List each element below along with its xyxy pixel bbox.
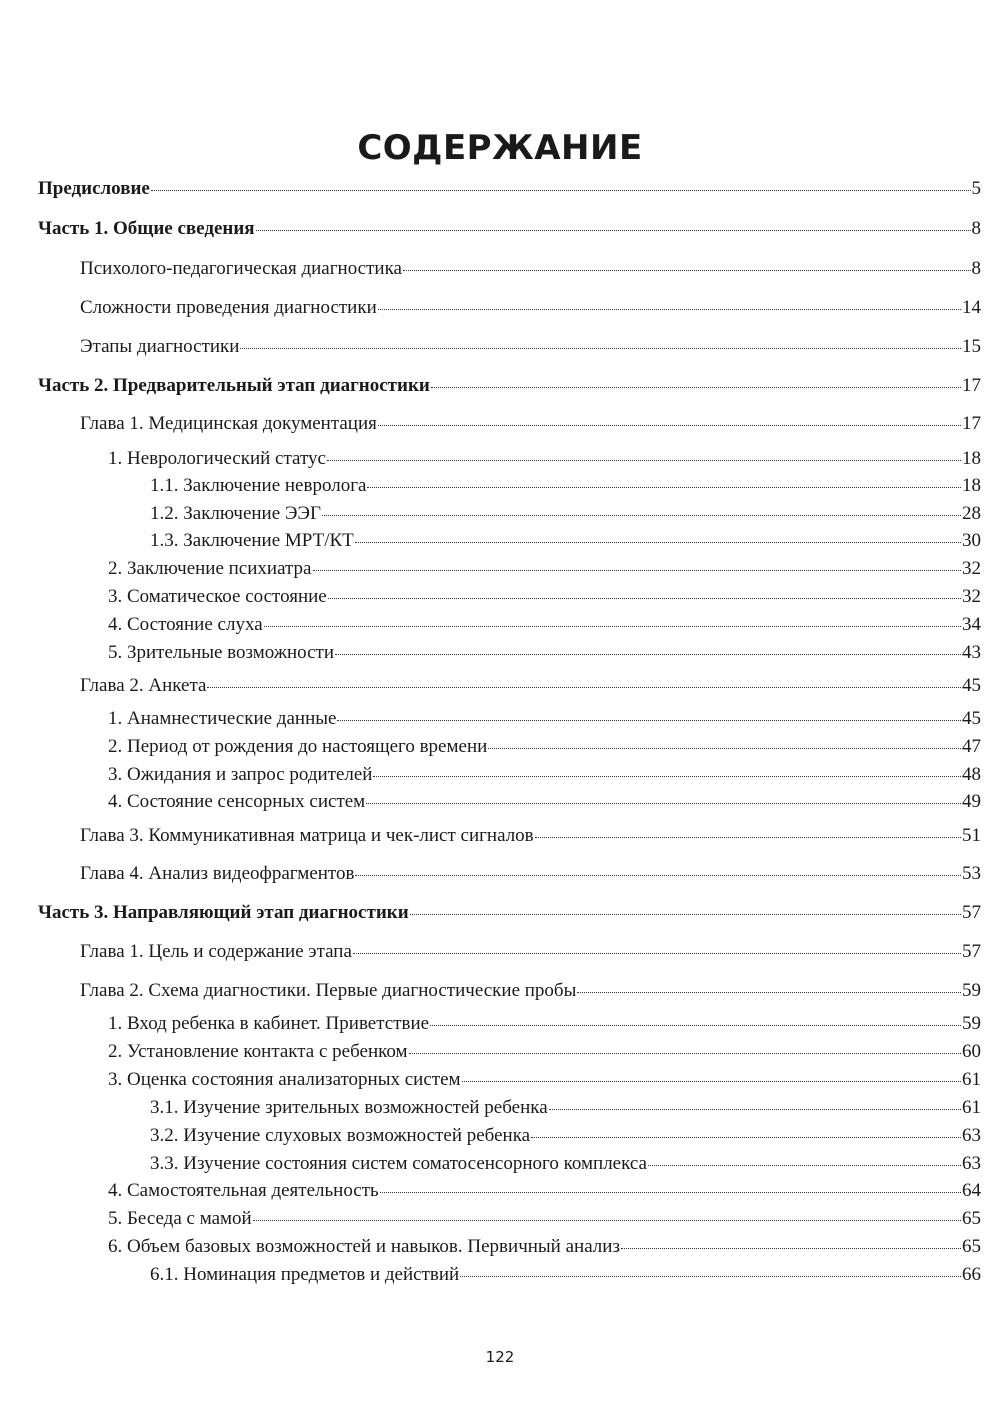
dot-leader: [355, 542, 961, 543]
toc-entry-page: 64: [962, 1180, 981, 1201]
dot-leader: [648, 1165, 961, 1166]
toc-entry-label: Сложности проведения диагностики: [80, 297, 377, 318]
dot-leader: [409, 1053, 961, 1054]
toc-entry-label: Глава 1. Медицинская документация: [80, 413, 377, 434]
toc-entry-preface: [38, 178, 981, 200]
toc-entry-page: 61: [962, 1069, 981, 1090]
toc-entry-page: 49: [962, 791, 981, 812]
dot-leader: [353, 953, 961, 954]
toc-entry-page: 8: [971, 258, 981, 279]
toc-entry-page: 51: [962, 825, 981, 846]
dot-leader: [380, 1192, 961, 1193]
toc-entry-page: 59: [962, 1013, 981, 1034]
dot-leader: [430, 1025, 961, 1026]
toc-entry-page: 66: [962, 1264, 981, 1285]
toc-entry-subsection: [150, 1153, 981, 1175]
dot-leader: [577, 992, 961, 993]
toc-entry-label: 5. Зрительные возможности: [108, 642, 334, 663]
toc-entry-page: 30: [962, 530, 981, 551]
dot-leader: [535, 837, 961, 838]
dot-leader: [531, 1137, 961, 1138]
dot-leader: [264, 626, 961, 627]
toc-entry-page: 48: [962, 764, 981, 785]
toc-entry-label: 1.2. Заключение ЭЭГ: [150, 503, 321, 524]
toc-entry-page: 17: [962, 375, 981, 396]
toc-entry-label: 2. Установление контакта с ребенком: [108, 1041, 408, 1062]
page-title: СОДЕРЖАНИЕ: [357, 128, 643, 168]
toc-entry-page: 28: [962, 503, 981, 524]
dot-leader: [240, 348, 961, 349]
toc-entry-page: 8: [971, 218, 981, 239]
toc-entry-page: 59: [962, 980, 981, 1001]
toc-entry-section: [108, 791, 981, 813]
toc-entry-label: Часть 2. Предварительный этап диагностики: [38, 375, 430, 396]
toc-entry-subsection: [150, 475, 981, 497]
toc-entry-label: 1. Вход ребенка в кабинет. Приветствие: [108, 1013, 430, 1034]
dot-leader: [322, 515, 961, 516]
toc-entry-page: 53: [962, 863, 981, 884]
dot-leader: [621, 1248, 961, 1249]
toc-entry-page: 47: [962, 736, 981, 757]
toc-entry-label: Этапы диагностики: [80, 336, 240, 357]
toc-entry-page: 65: [962, 1236, 981, 1257]
toc-entry-page: 34: [962, 614, 981, 635]
toc-entry-section: [108, 642, 981, 664]
toc-entry-page: 15: [962, 336, 981, 357]
toc-entry-section: [108, 1208, 981, 1230]
toc-entry-page: 61: [962, 1097, 981, 1118]
toc-entry-page: 60: [962, 1041, 981, 1062]
dot-leader: [366, 803, 961, 804]
toc-entry-section: [108, 736, 981, 758]
dot-leader: [335, 654, 961, 655]
toc-entry-page: 17: [962, 413, 981, 434]
toc-entry-chapter: [80, 980, 981, 1002]
dot-leader: [256, 230, 971, 231]
toc-entry-subsection: [150, 1264, 981, 1286]
toc-entry-label: 3. Оценка состояния анализаторных систем: [108, 1069, 461, 1090]
dot-leader: [549, 1109, 961, 1110]
toc-entry-label: 1.1. Заключение невролога: [150, 475, 367, 496]
toc-entry-section: [108, 1236, 981, 1258]
toc-entry-page: 63: [962, 1125, 981, 1146]
toc-entry-page: 57: [962, 941, 981, 962]
toc-entry-label: 6. Объем базовых возможностей и навыков. Первичный анализ: [108, 1236, 620, 1257]
toc-entry-part-1: [38, 218, 981, 240]
toc-entry-subsection: [150, 1097, 981, 1119]
toc-entry-label: 3. Ожидания и запрос родителей: [108, 764, 373, 785]
toc-entry-chapter: [80, 675, 981, 697]
dot-leader: [207, 687, 961, 688]
toc-entry-part-2: [38, 375, 981, 397]
dot-leader: [373, 776, 961, 777]
toc-entry-page: 45: [962, 675, 981, 696]
toc-entry-label: Часть 1. Общие сведения: [38, 218, 255, 239]
toc-entry-section: [108, 764, 981, 786]
dot-leader: [410, 914, 961, 915]
toc-entry-label: Психолого-педагогическая диагностика: [80, 258, 402, 279]
toc-entry-label: 3.2. Изучение слуховых возможностей ребенка: [150, 1125, 531, 1146]
dot-leader: [151, 190, 971, 191]
toc-entry-page: 14: [962, 297, 981, 318]
dot-leader: [367, 487, 961, 488]
toc-entry-label: 3.3. Изучение состояния систем соматосенсорного комплекса: [150, 1153, 647, 1174]
toc-entry-label: Предисловие: [38, 178, 150, 199]
toc-entry-subsection: [150, 503, 981, 525]
toc-entry-page: 65: [962, 1208, 981, 1229]
toc-entry-section: [108, 1013, 981, 1035]
dot-leader: [431, 387, 961, 388]
dot-leader: [253, 1220, 961, 1221]
toc-entry-page: 18: [962, 448, 981, 469]
toc-entry: [80, 336, 981, 358]
toc-entry-label: Глава 1. Цель и содержание этапа: [80, 941, 352, 962]
toc-entry-label: Глава 3. Коммуникативная матрица и чек-лист сигналов: [80, 825, 534, 846]
dot-leader: [378, 309, 961, 310]
dot-leader: [403, 270, 971, 271]
toc-entry-chapter: [80, 825, 981, 847]
dot-leader: [327, 460, 961, 461]
dot-leader: [488, 748, 961, 749]
dot-leader: [462, 1081, 961, 1082]
dot-leader: [460, 1276, 961, 1277]
toc-entry-label: 2. Заключение психиатра: [108, 558, 312, 579]
toc-entry-section: [108, 448, 981, 470]
toc-entry-page: 32: [962, 558, 981, 579]
toc-entry-label: 3.1. Изучение зрительных возможностей ребенка: [150, 1097, 548, 1118]
toc-entry-label: 1. Неврологический статус: [108, 448, 326, 469]
toc-entry-page: 45: [962, 708, 981, 729]
toc-entry-label: Глава 4. Анализ видеофрагментов: [80, 863, 355, 884]
dot-leader: [313, 570, 962, 571]
toc-entry-page: 57: [962, 902, 981, 923]
toc-entry-label: Глава 2. Схема диагностики. Первые диагностические пробы: [80, 980, 577, 1001]
toc-entry-page: 43: [962, 642, 981, 663]
toc-entry: [80, 297, 981, 319]
toc-entry-label: 4. Самостоятельная деятельность: [108, 1180, 379, 1201]
toc-entry-page: 5: [971, 178, 981, 199]
toc-entry-part-3: [38, 902, 981, 924]
toc-entry-label: 4. Состояние слуха: [108, 614, 263, 635]
toc-entry-page: 32: [962, 586, 981, 607]
toc-entry-chapter: [80, 413, 981, 435]
toc-entry-section: [108, 614, 981, 636]
toc-entry-subsection: [150, 530, 981, 552]
toc-entry-label: 2. Период от рождения до настоящего времени: [108, 736, 488, 757]
toc-entry-label: Глава 2. Анкета: [80, 675, 207, 696]
toc-entry-chapter: [80, 863, 981, 885]
toc-entry-section: [108, 708, 981, 730]
toc-entry-section: [108, 1180, 981, 1202]
toc-entry-page: 63: [962, 1153, 981, 1174]
toc-entry-subsection: [150, 1125, 981, 1147]
dot-leader: [355, 875, 961, 876]
toc-entry-section: [108, 558, 981, 580]
toc-entry-page: 18: [962, 475, 981, 496]
toc-entry-section: [108, 1041, 981, 1063]
dot-leader: [378, 425, 961, 426]
toc-entry-label: 4. Состояние сенсорных систем: [108, 791, 366, 812]
toc-entry-section: [108, 586, 981, 608]
toc-entry: [80, 258, 981, 280]
toc-entry-chapter: [80, 941, 981, 963]
toc-entry-label: Часть 3. Направляющий этап диагностики: [38, 902, 409, 923]
page-number: 122: [485, 1348, 515, 1366]
toc-entry-section: [108, 1069, 981, 1091]
toc-entry-label: 1.3. Заключение МРТ/КТ: [150, 530, 354, 551]
toc-entry-label: 1. Анамнестические данные: [108, 708, 337, 729]
toc-entry-label: 6.1. Номинация предметов и действий: [150, 1264, 460, 1285]
dot-leader: [328, 598, 961, 599]
toc-entry-label: 3. Соматическое состояние: [108, 586, 327, 607]
toc-entry-label: 5. Беседа с мамой: [108, 1208, 252, 1229]
dot-leader: [337, 720, 961, 721]
